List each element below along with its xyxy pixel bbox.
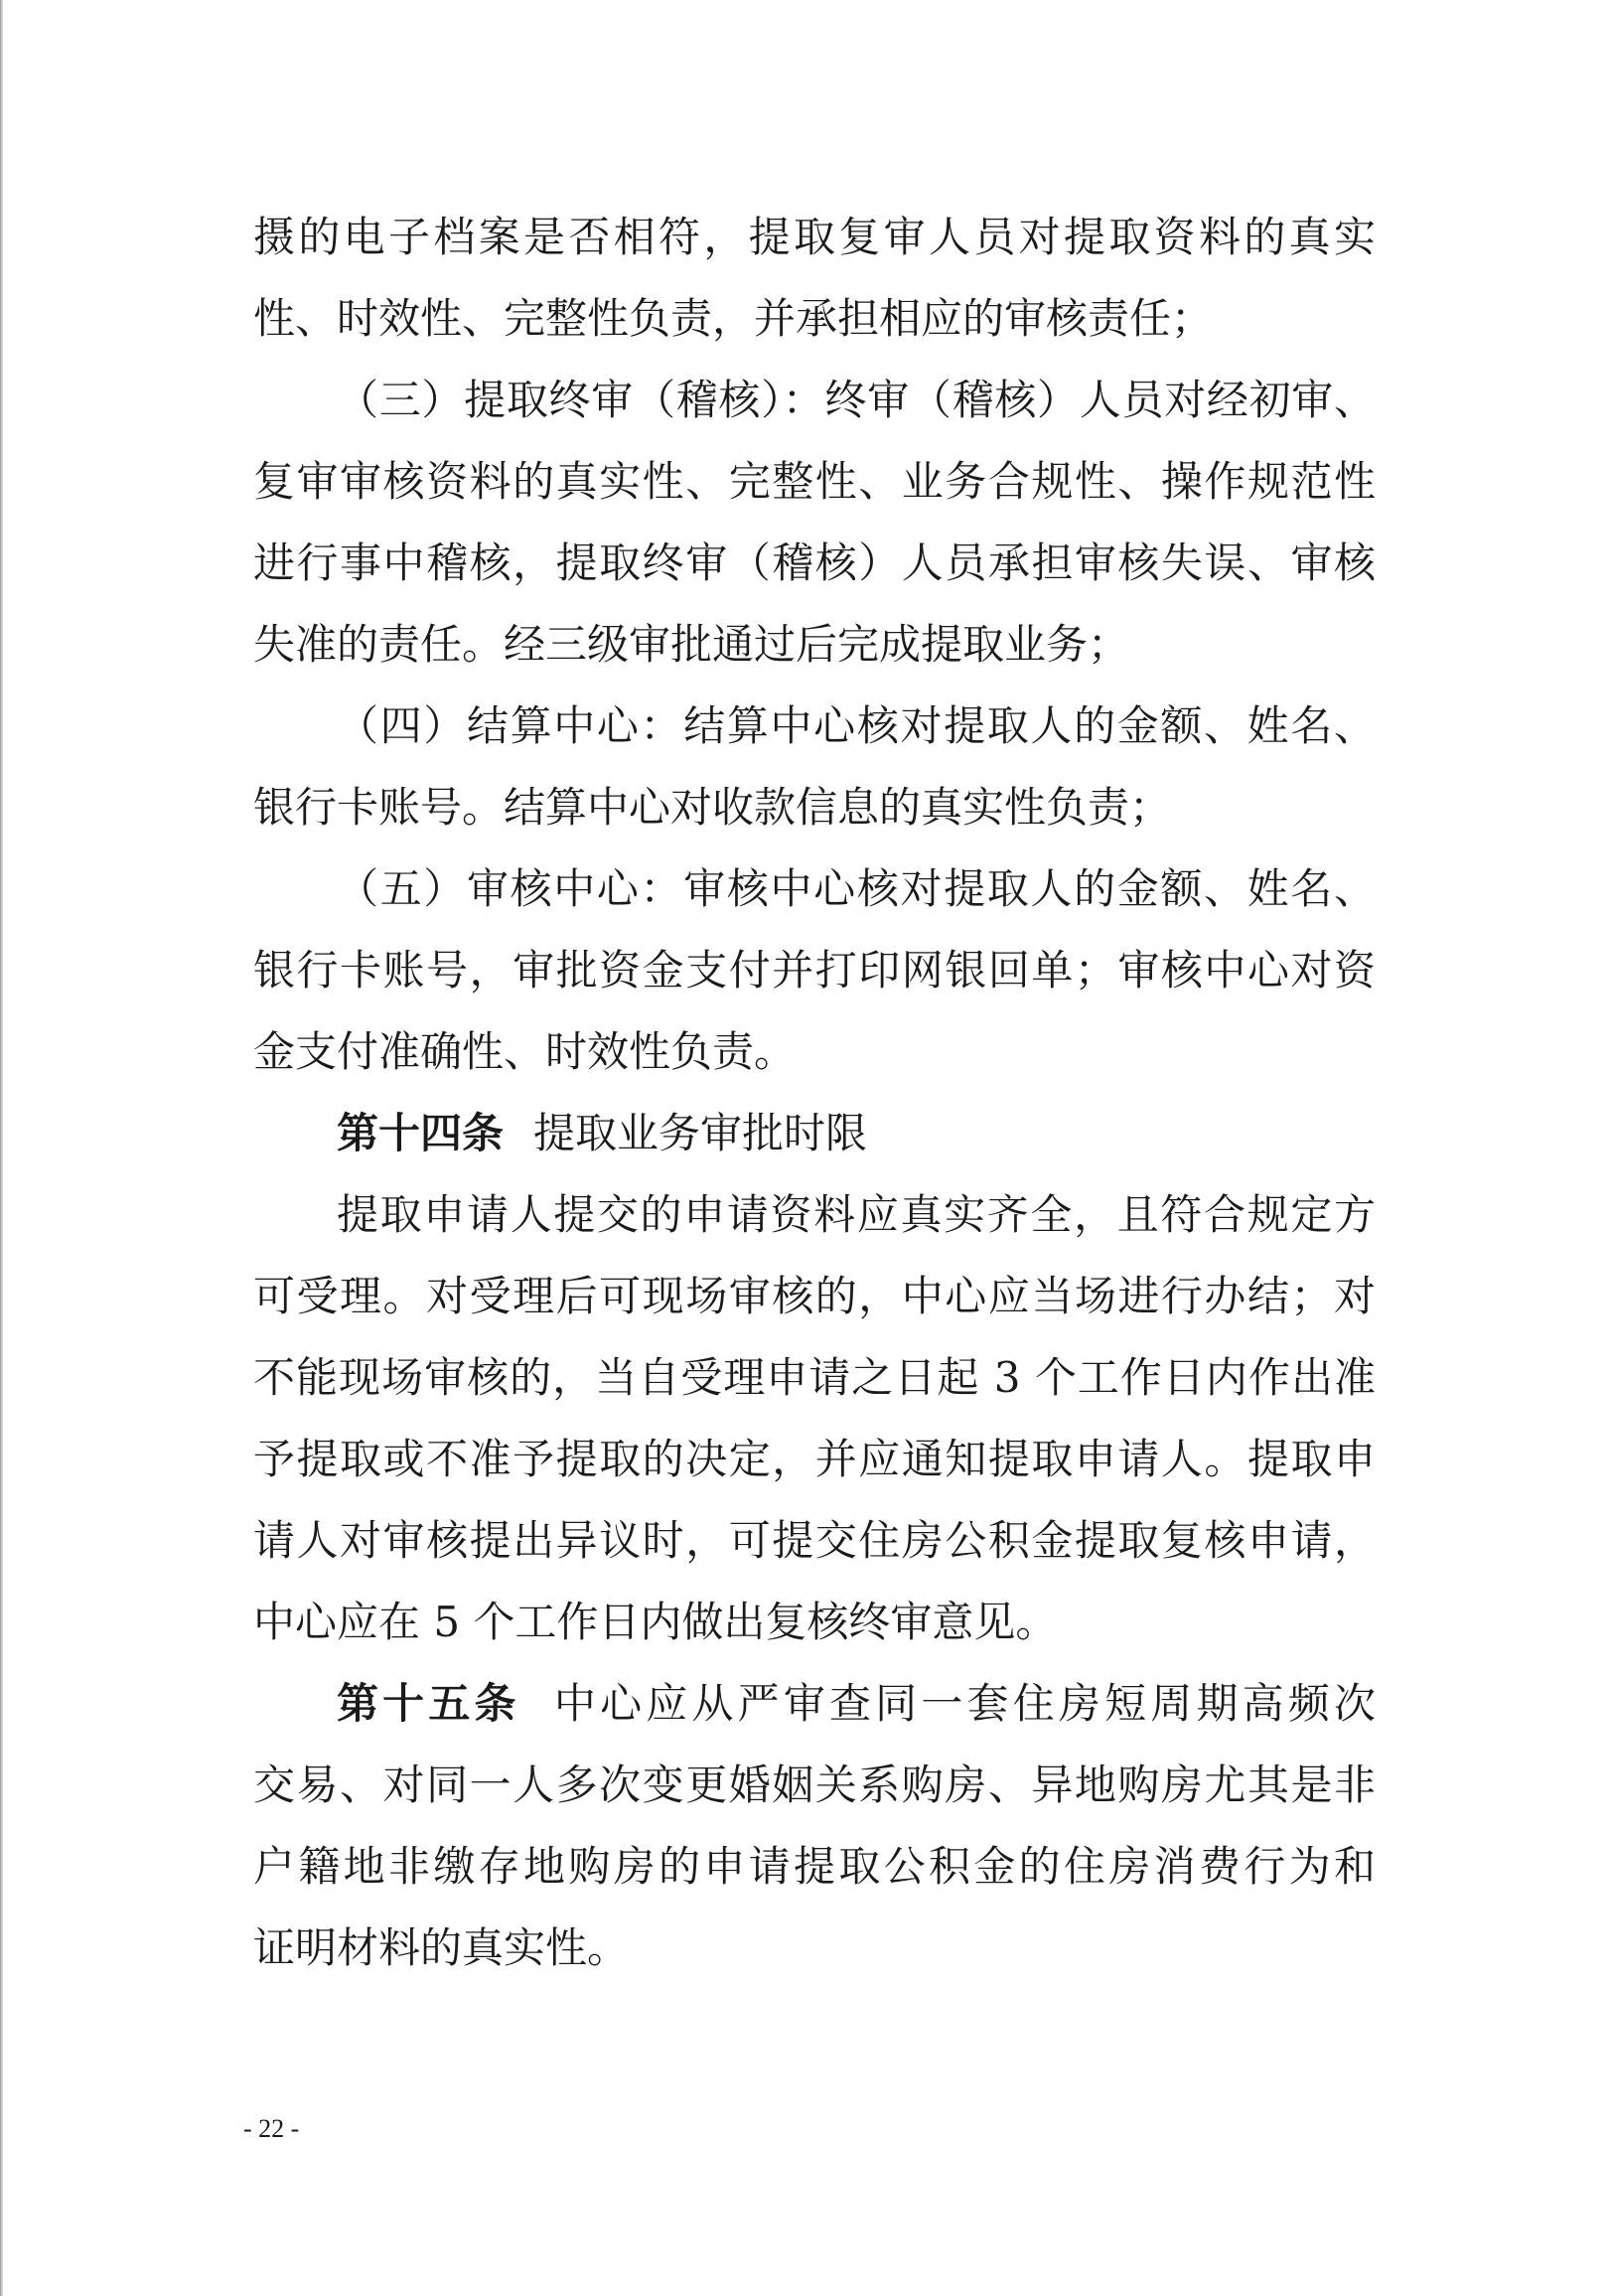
text-line: 进行事中稽核，提取终审（稽核）人员承担审核失误、审核 bbox=[253, 538, 1376, 587]
article-14-paragraph bbox=[253, 1174, 1376, 1663]
text-line: （三）提取终审（稽核）：终审（稽核）人员对经初审、 bbox=[337, 376, 1376, 424]
text-line: 提取申请人提交的申请资料应真实齐全，且符合规定方 bbox=[337, 1190, 1376, 1239]
text-line: 证明材料的真实性。 bbox=[253, 1923, 630, 1972]
article-15-first-line-text: 中心应从严审查同一套住房短周期高频次 bbox=[549, 1679, 1376, 1728]
text-line: 交易、对同一人多次变更婚姻关系购房、异地购房尤其是非 bbox=[253, 1760, 1376, 1809]
text-line: 中心应在 5 个工作日内做出复核终审意见。 bbox=[253, 1598, 1058, 1646]
scan-edge-shadow bbox=[0, 0, 3, 2296]
text-line: 请人对审核提出异议时，可提交住房公积金提取复核申请， bbox=[253, 1516, 1376, 1565]
text-line: 复审审核资料的真实性、完整性、业务合规性、操作规范性 bbox=[253, 457, 1376, 506]
text-line: 摄的电子档案是否相符，提取复审人员对提取资料的真实 bbox=[253, 213, 1376, 261]
text-line: 性、时效性、完整性负责，并承担相应的审核责任； bbox=[253, 294, 1214, 343]
text-line: 银行卡账号，审批资金支付并打印网银回单；审核中心对资 bbox=[253, 946, 1376, 995]
article-15-heading: 第十五条 bbox=[337, 1679, 520, 1728]
text-line: 不能现场审核的，当自受理申请之日起 3 个工作日内作出准 bbox=[253, 1353, 1376, 1402]
page-number: - 22 - bbox=[243, 2114, 300, 2143]
document-body bbox=[253, 197, 1376, 1989]
text-line: （五）审核中心：审核中心核对提取人的金额、姓名、 bbox=[337, 864, 1376, 913]
text-line: 予提取或不准予提取的决定，并应通知提取申请人。提取申 bbox=[253, 1435, 1376, 1483]
text-line: 可受理。对受理后可现场审核的，中心应当场进行办结；对 bbox=[253, 1272, 1376, 1320]
text-line: 金支付准确性、时效性负责。 bbox=[253, 1027, 797, 1076]
article-14-title: 提取业务审批时限 bbox=[533, 1109, 868, 1157]
text-line: 户籍地非缴存地购房的申请提取公积金的住房消费行为和 bbox=[253, 1842, 1376, 1891]
text-line: （四）结算中心：结算中心核对提取人的金额、姓名、 bbox=[337, 701, 1376, 750]
article-15-paragraph bbox=[253, 1745, 1376, 1989]
section-approval-levels bbox=[253, 197, 1376, 1093]
article-15-first-line bbox=[253, 1663, 1376, 1745]
article-14-heading-line bbox=[253, 1093, 1376, 1174]
text-line: 银行卡账号。结算中心对收款信息的真实性负责； bbox=[253, 783, 1172, 832]
article-14-heading: 第十四条 bbox=[337, 1109, 505, 1157]
text-line: 失准的责任。经三级审批通过后完成提取业务； bbox=[253, 620, 1130, 669]
